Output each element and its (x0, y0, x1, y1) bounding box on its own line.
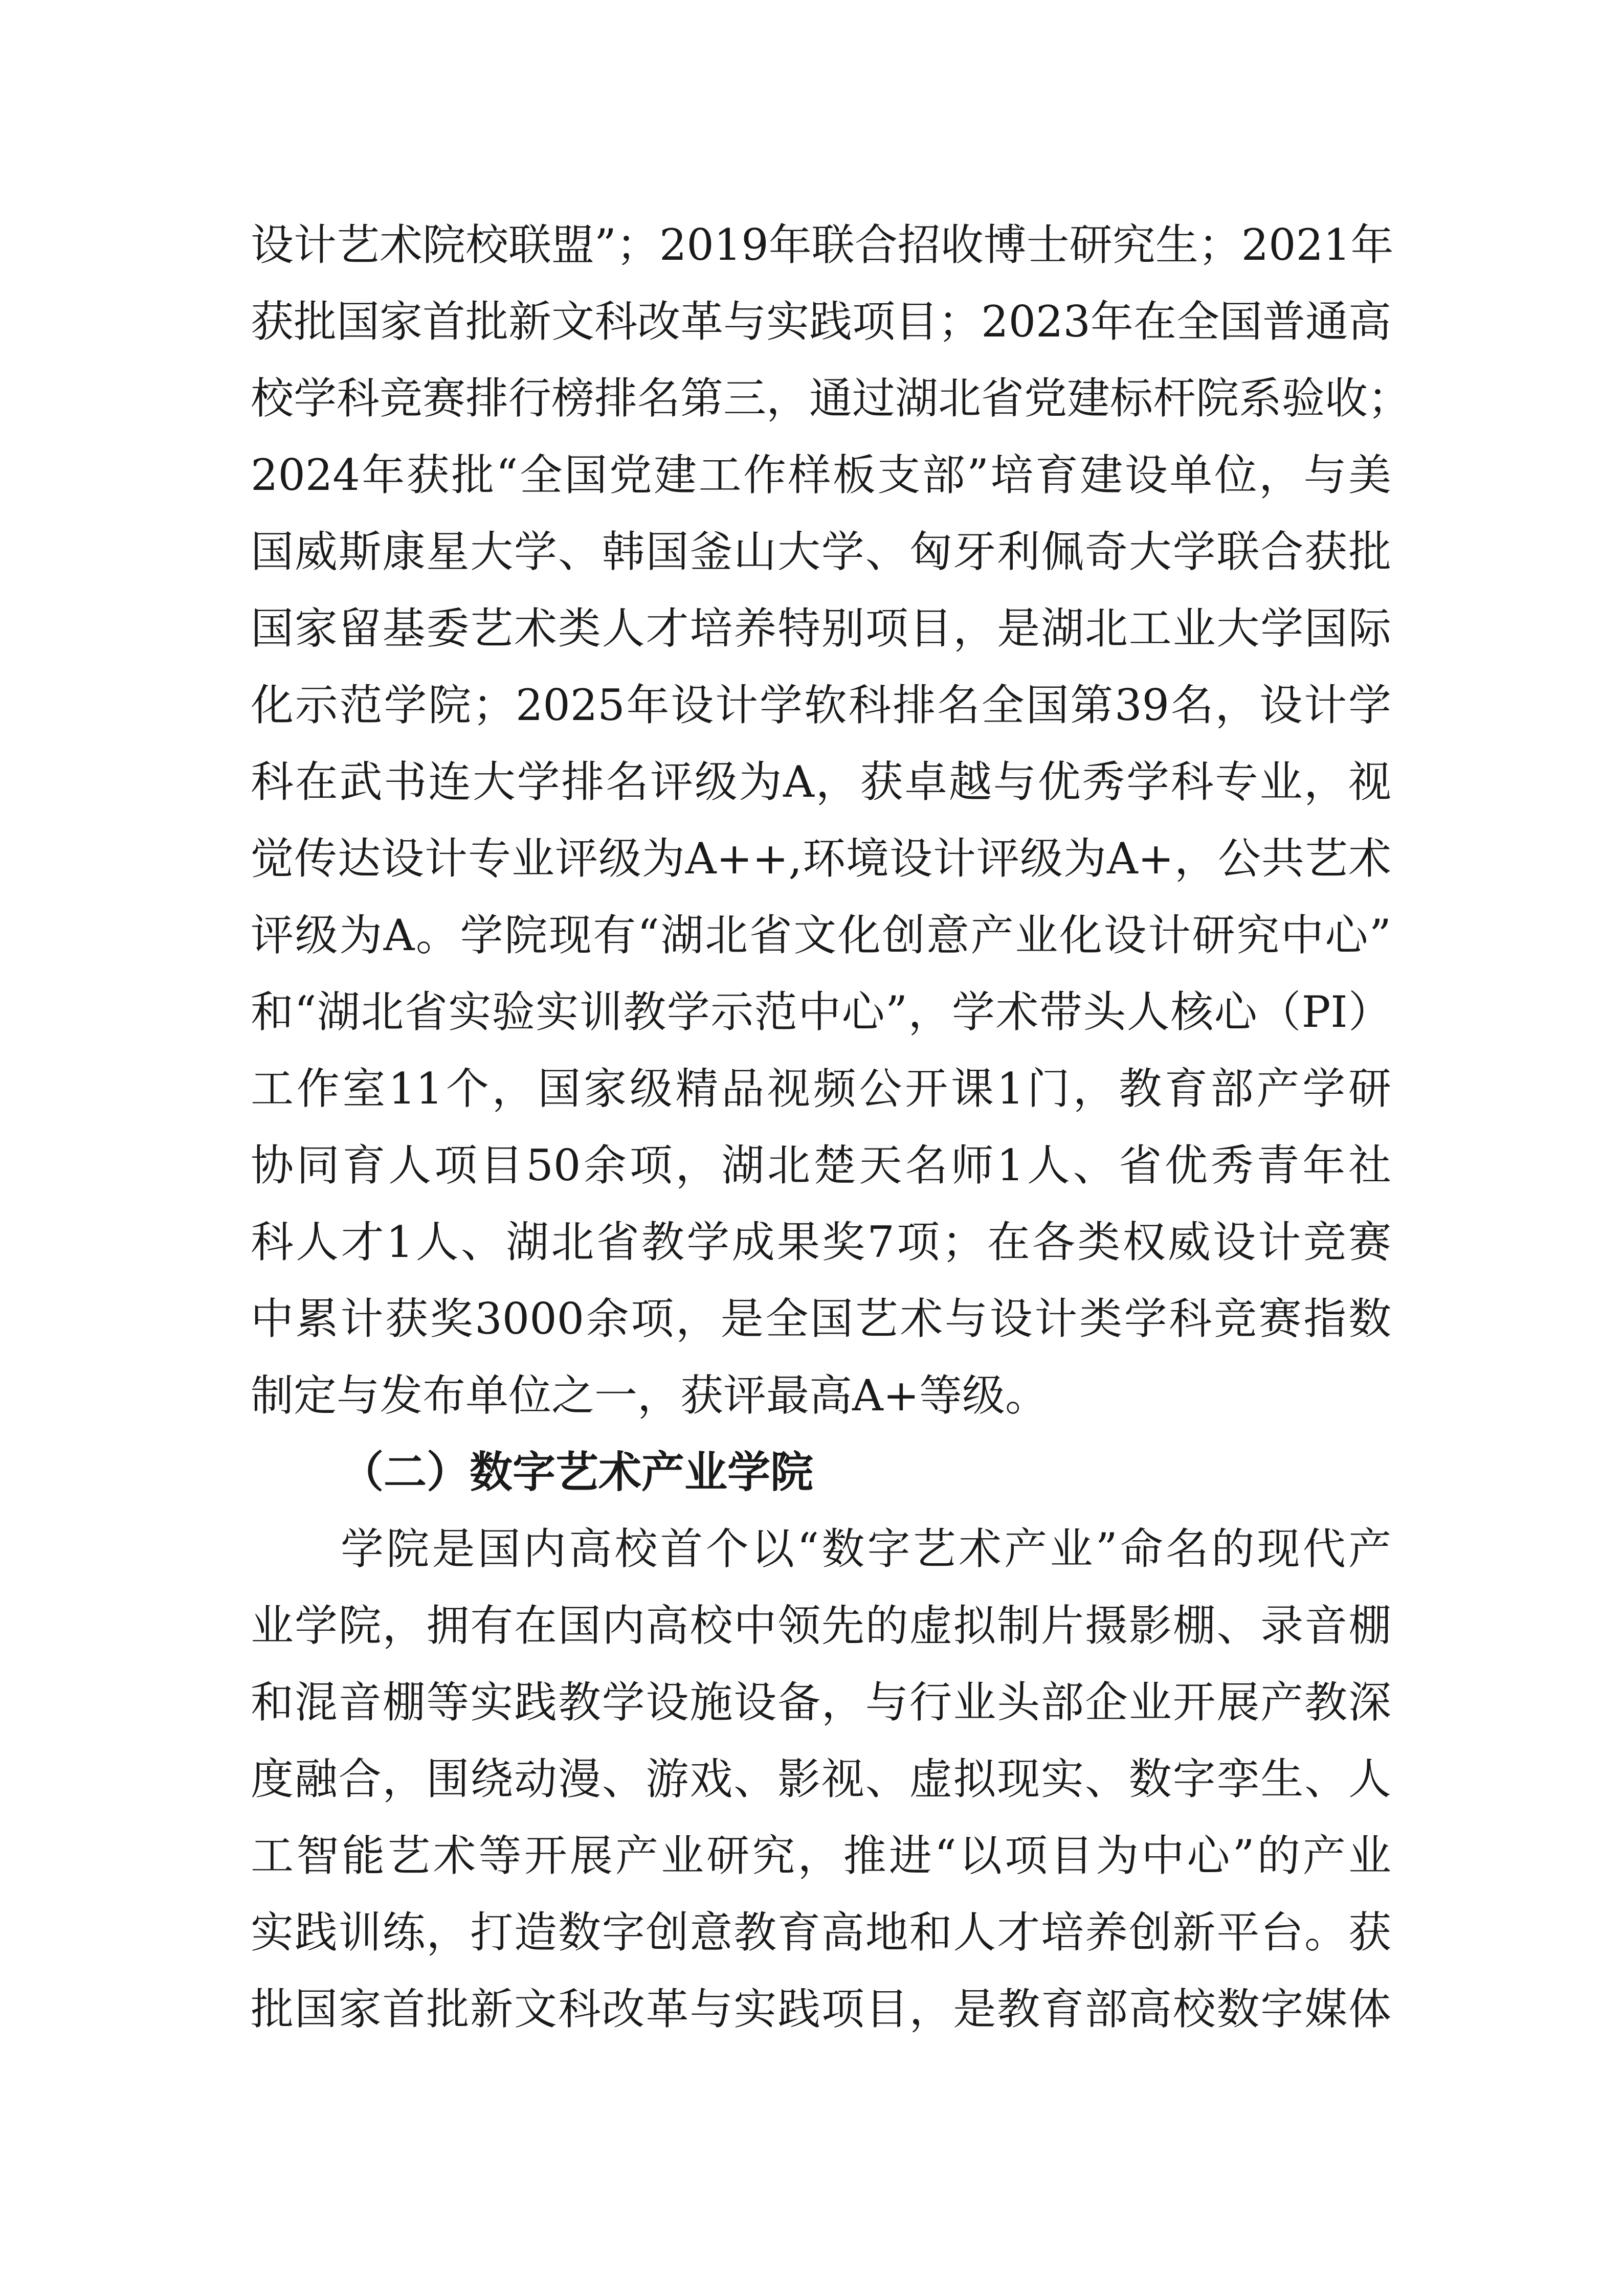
paragraph-line: 科人才1人、湖北省教学成果奖7项；在各类权威设计竞赛 (251, 1217, 1391, 1267)
paragraph-line: 国家留基委艺术类人才培养特别项目，是湖北工业大学国际 (251, 603, 1391, 654)
paragraph-line: 设计艺术院校联盟”；2019年联合招收博士研究生；2021年 (251, 220, 1394, 270)
paragraph-line: 科在武书连大学排名评级为A，获卓越与优秀学科专业，视 (251, 757, 1391, 807)
paragraph-line: 批国家首批新文科改革与实践项目，是教育部高校数字媒体 (251, 1984, 1391, 2034)
paragraph-line: 化示范学院；2025年设计学软科排名全国第39名，设计学 (251, 680, 1391, 730)
paragraph-line: 觉传达设计专业评级为A++,环境设计评级为A+，公共艺术 (251, 834, 1391, 884)
section-heading: （二）数字艺术产业学院 (341, 1447, 814, 1497)
paragraph-line: 评级为A。学院现有“湖北省文化创意产业化设计研究中心” (251, 910, 1391, 960)
paragraph-line: 国威斯康星大学、韩国釜山大学、匈牙利佩奇大学联合获批 (251, 527, 1391, 577)
paragraph-line: 协同育人项目50余项，湖北楚天名师1人、省优秀青年社 (251, 1140, 1391, 1190)
paragraph-line: 制定与发布单位之一，获评最高A+等级。 (251, 1370, 1049, 1421)
paragraph-line: 学院是国内高校首个以“数字艺术产业”命名的现代产 (341, 1524, 1391, 1574)
paragraph-line: 工作室11个，国家级精品视频公开课1门，教育部产学研 (251, 1064, 1391, 1114)
paragraph-line: 度融合，围绕动漫、游戏、影视、虚拟现实、数字孪生、人 (251, 1754, 1391, 1804)
paragraph-line: 实践训练，打造数字创意教育高地和人才培养创新平台。获 (251, 1907, 1391, 1957)
paragraph-line: 和“湖北省实验实训教学示范中心”，学术带头人核心（PI） (251, 987, 1391, 1037)
paragraph-line: 工智能艺术等开展产业研究，推进“以项目为中心”的产业 (251, 1831, 1391, 1881)
paragraph-line: 2024年获批“全国党建工作样板支部”培育建设单位，与美 (251, 450, 1391, 500)
paragraph-line: 校学科竞赛排行榜排名第三，通过湖北省党建标杆院系验收； (251, 373, 1411, 423)
paragraph-line: 和混音棚等实践教学设施设备，与行业头部企业开展产教深 (251, 1677, 1391, 1727)
paragraph-line: 获批国家首批新文科改革与实践项目；2023年在全国普通高 (251, 297, 1391, 347)
paragraph-line: 中累计获奖3000余项，是全国艺术与设计类学科竞赛指数 (251, 1294, 1391, 1344)
paragraph-line: 业学院，拥有在国内高校中领先的虚拟制片摄影棚、录音棚 (251, 1601, 1391, 1651)
